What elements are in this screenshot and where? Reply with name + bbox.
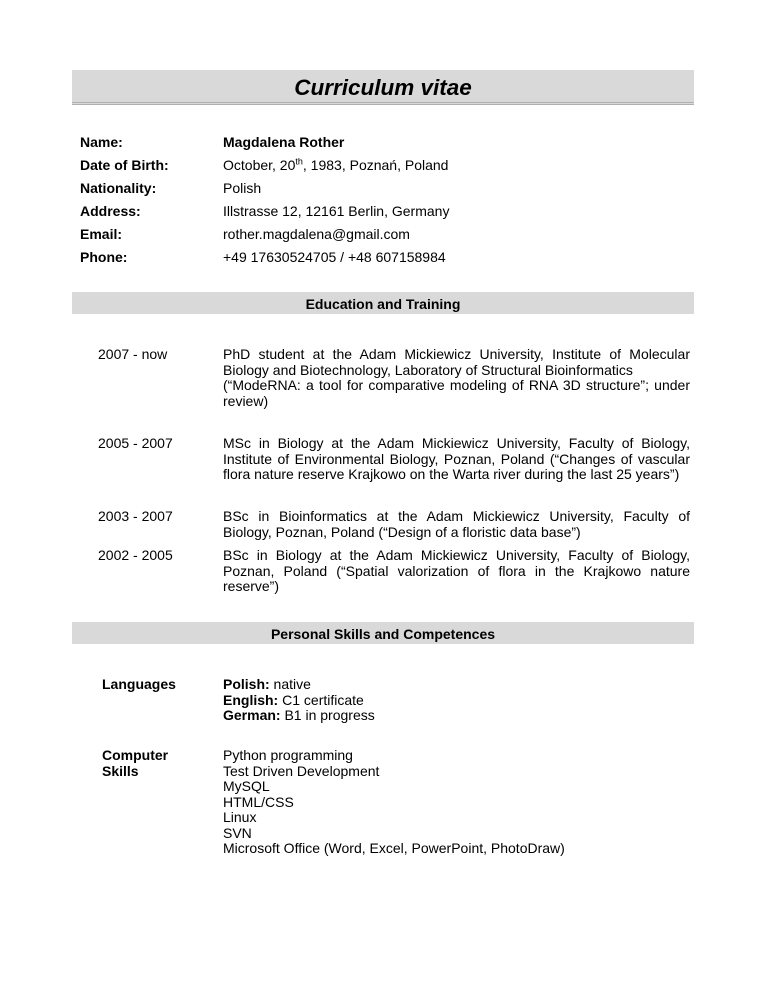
dob-place: , 1983, Poznań, Poland — [302, 157, 449, 173]
entry-date: 2002 - 2005 — [98, 547, 173, 563]
computer-skill-item: Python programming — [223, 747, 353, 763]
name-label: Name: — [80, 134, 123, 150]
dob-suffix: th — [295, 156, 303, 167]
languages-label: Languages — [102, 676, 176, 692]
email-label: Email: — [80, 226, 123, 242]
computer-skill-item: Microsoft Office (Word, Excel, PowerPoint, PhotoDraw) — [223, 840, 565, 856]
name-value: Magdalena Rother — [223, 134, 345, 150]
entry-note: (“ModeRNA: a tool for comparative modeling of RNA 3D structure”; under review) — [223, 377, 690, 409]
language-level: native — [269, 676, 311, 692]
phone-value: +49 17630524705 / +48 607158984 — [223, 249, 446, 265]
info-row-phone — [80, 247, 680, 267]
computer-skills-label-line: Skills — [102, 762, 139, 779]
language-name: German: — [223, 707, 281, 723]
page-title: Curriculum vitae — [294, 75, 472, 100]
language-level: C1 certificate — [278, 691, 364, 708]
computer-skills-label — [102, 748, 202, 779]
entry-text: MSc in Biology at the Adam Mickiewicz University, Faculty of Biology, Institute of Environmental Biology, Poznan, Poland (“Changes of vascular flora nature reserve Krajkowo on the Warta river during the last 25 years”) — [223, 435, 690, 482]
title-banner — [72, 70, 694, 105]
info-row-dob — [80, 155, 680, 175]
address-value: Illstrasse 12, 12161 Berlin, Germany — [223, 203, 450, 219]
education-header — [72, 292, 694, 314]
nationality-label: Nationality: — [80, 180, 157, 196]
computer-skill-item: Test Driven Development — [223, 762, 380, 779]
education-heading: Education and Training — [305, 296, 461, 312]
phone-label: Phone: — [80, 249, 128, 265]
language-item — [223, 677, 690, 693]
language-name: English: — [223, 691, 279, 708]
entry-date: 2007 - now — [98, 346, 168, 362]
computer-skill-item: Linux — [223, 809, 257, 825]
languages-list — [223, 677, 690, 724]
entry-text: PhD student at the Adam Mickiewicz University, Institute of Molecular Biology and Biotechnology, Laboratory of Structural Bioinformatics — [223, 346, 690, 378]
computer-skill-item: SVN — [223, 824, 252, 841]
language-item — [223, 708, 690, 724]
info-row-address — [80, 201, 680, 221]
info-row-name — [80, 132, 680, 152]
dob-value — [223, 155, 448, 175]
entry-date: 2003 - 2007 — [98, 508, 173, 524]
dob-text: October, 20 — [223, 157, 296, 173]
entry-text: BSc in Bioinformatics at the Adam Mickiewicz University, Faculty of Biology, Poznan, Poland (“Design of a floristic data base”) — [223, 508, 690, 540]
language-name: Polish: — [223, 676, 270, 692]
skills-header — [72, 622, 694, 644]
info-row-email — [80, 224, 680, 244]
computer-skills-label-line: Computer — [102, 747, 169, 763]
computer-skill-item: MySQL — [223, 778, 270, 794]
computer-skills-list — [223, 748, 690, 857]
language-item — [223, 693, 690, 709]
address-label: Address: — [80, 203, 141, 219]
computer-skill-item: HTML/CSS — [223, 793, 294, 810]
language-level: B1 in progress — [280, 707, 375, 723]
entry-text: BSc in Biology at the Adam Mickiewicz University, Faculty of Biology, Poznan, Poland (“Spatial valorization of flora in the Krajkowo nature reserve”) — [223, 547, 690, 594]
entry-date: 2005 - 2007 — [98, 435, 173, 451]
dob-label: Date of Birth: — [80, 157, 169, 173]
email-value: rother.magdalena@gmail.com — [223, 226, 410, 242]
skills-heading: Personal Skills and Competences — [270, 626, 496, 642]
nationality-value: Polish — [223, 180, 262, 196]
info-row-nationality — [80, 178, 680, 198]
entry-description — [223, 347, 690, 409]
